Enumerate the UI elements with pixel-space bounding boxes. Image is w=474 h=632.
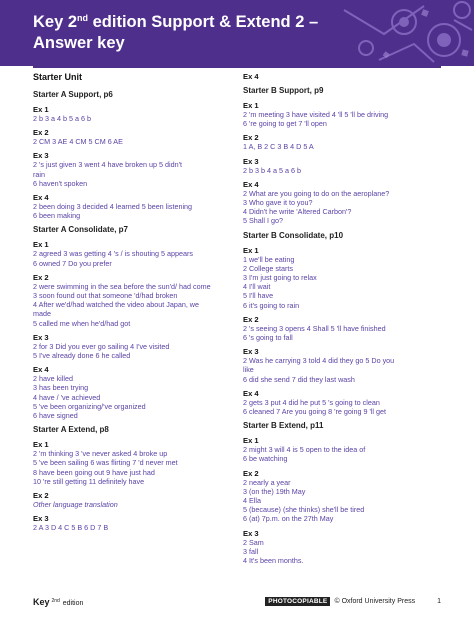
exercise-label: Ex 3 <box>33 151 49 161</box>
exercise-label: Ex 4 <box>243 72 259 81</box>
answer-line: 8 have been going out 9 have just had <box>33 467 155 477</box>
exercise-label: Ex 2 <box>243 133 259 143</box>
answer-line: 3 I'm just going to relax <box>243 273 317 283</box>
right-column <box>243 70 443 570</box>
answer-line: 6 's going to fall <box>243 333 293 343</box>
answer-line: 6 (at) 7p.m. on the 27th May <box>243 514 334 524</box>
exercise <box>243 101 443 128</box>
answer-line: 5 've been organizing/'ve organized <box>33 401 146 411</box>
exercise <box>243 347 443 384</box>
exercise <box>33 365 233 420</box>
answer-line: 3 Who gave it to you? <box>243 198 313 208</box>
answer-line: 6 haven't spoken <box>33 178 88 188</box>
answer-line: 4 Didn't he write 'Altered Carbon'? <box>243 207 352 217</box>
answer-line: 6 owned 7 Do you prefer <box>33 258 112 268</box>
subsection-title: Starter B Support, p9 <box>243 86 324 95</box>
exercise <box>243 315 443 342</box>
exercise-label: Ex 3 <box>243 528 259 538</box>
exercise-label: Ex 4 <box>243 388 259 398</box>
answer-line: 5 (because) (she thinks) she'll be tired <box>243 505 365 515</box>
answer-line: 6 're going to get 7 'll open <box>243 119 327 129</box>
exercise <box>33 151 233 188</box>
answer-line: 6 did she send 7 did they last wash <box>243 374 355 384</box>
exercise <box>33 105 233 123</box>
answer-line: 4 Ella <box>243 496 261 506</box>
footer <box>33 597 441 611</box>
answer-line: 6 cleaned 7 Are you going 8 're going 9 'll get <box>243 407 387 417</box>
exercise-label: Ex 4 <box>33 365 49 375</box>
answer-line: 3 fall <box>243 546 259 556</box>
exercise <box>243 436 443 463</box>
answer-line: 2 b 3 b 4 a 5 a 6 b <box>243 165 301 175</box>
header-rule <box>33 66 441 68</box>
photocopiable-badge: PHOTOCOPIABLE <box>265 597 330 606</box>
answer-line: 2 A 3 D 4 C 5 B 6 D 7 B <box>33 523 109 533</box>
exercise-label: Ex 2 <box>243 468 259 478</box>
exercise <box>33 193 233 220</box>
answer-line: 10 're still getting 11 definitely have <box>33 476 145 486</box>
exercise <box>33 514 233 532</box>
answer-line: 2 What are you going to do on the aeroplane? <box>243 188 390 198</box>
exercise-label: Ex 4 <box>33 193 49 203</box>
answer-line: 2 might 3 will 4 is 5 open to the idea of <box>243 445 366 455</box>
answer-line: 5 I'll have <box>243 291 274 301</box>
answer-line: 1 A, B 2 C 3 B 4 D 5 A <box>243 142 314 152</box>
exercise <box>33 440 233 486</box>
subsection-title: Starter A Consolidate, p7 <box>33 225 128 235</box>
answer-line: 2 gets 3 put 4 did he put 5 's going to clean <box>243 397 380 407</box>
exercise-label: Ex 4 <box>243 179 259 189</box>
answer-line: 3 (on the) 19th May <box>243 486 306 496</box>
answer-line: 1 we'll be eating <box>243 254 295 264</box>
exercise <box>33 333 233 360</box>
exercise <box>33 240 233 267</box>
exercise <box>243 469 443 524</box>
answer-line: 6 have signed <box>33 411 78 421</box>
page-title <box>33 8 318 54</box>
answer-line: 5 I've already done 6 he called <box>33 351 131 361</box>
exercise-label: Ex 2 <box>33 128 49 138</box>
exercise-label: Ex 1 <box>243 101 259 110</box>
exercise-label: Ex 2 <box>243 314 259 324</box>
left-column <box>33 70 233 537</box>
exercise-label: Ex 1 <box>33 105 49 114</box>
exercise-label: Ex 3 <box>33 332 49 342</box>
footer-key-label: Key <box>33 597 50 607</box>
answer-line: 6 been making <box>33 211 81 221</box>
answer-line: 2 'm thinking 3 've never asked 4 broke up <box>33 449 168 459</box>
answer-line: 2 have killed <box>33 374 73 384</box>
answer-line: 2 been doing 3 decided 4 learned 5 been listening <box>33 202 193 212</box>
header-banner <box>0 0 474 66</box>
decorative-gears-illustration <box>284 0 474 66</box>
answer-line: 2 Sam <box>243 537 264 547</box>
exercise-label: Ex 1 <box>243 245 259 255</box>
exercise <box>243 389 443 416</box>
answer-line: 2 College starts <box>243 263 293 273</box>
footer-right <box>265 597 441 606</box>
footer-edition <box>33 597 83 607</box>
answer-line: 4 After we'd/had watched the video about Japan, we <box>33 300 199 310</box>
exercise <box>243 529 443 566</box>
answer-line: 2 for 3 Did you ever go sailing 4 I've visited <box>33 341 170 351</box>
answer-line: 6 it's going to rain <box>243 300 300 310</box>
answer-line: 2 CM 3 AE 4 CM 5 CM 6 AE <box>33 137 123 147</box>
exercise <box>243 72 443 81</box>
answer-line: 2 b 3 a 4 b 5 a 6 b <box>33 114 91 123</box>
exercise-label: Ex 2 <box>33 272 49 282</box>
section-title: Starter Unit <box>33 72 83 82</box>
exercise-label: Ex 3 <box>243 156 259 166</box>
footer-sup: 2nd <box>51 598 60 604</box>
answer-line: 2 agreed 3 was getting 4 's / is shouting 5 appears <box>33 249 193 259</box>
title-line-2: Answer key <box>33 34 125 52</box>
answer-line: 3 soon found out that someone 'd/had broken <box>33 291 178 301</box>
exercise <box>33 128 233 146</box>
exercise <box>243 133 443 151</box>
answer-line: 4 have / 've achieved <box>33 392 101 402</box>
answer-line: 2 nearly a year <box>243 477 291 487</box>
answer-line: 2 were swimming in the sea before the sun'd/ had come <box>33 281 211 291</box>
exercise <box>243 157 443 175</box>
answer-line: rain <box>33 169 45 179</box>
answer-line: 4 I'll wait <box>243 282 271 292</box>
copyright-notice: © Oxford University Press <box>334 598 416 605</box>
footer-edition-label: edition <box>62 600 84 607</box>
title-line-1: Key 2nd edition Support & Extend 2 – <box>33 13 319 31</box>
answer-line: 2 'm meeting 3 have visited 4 'll 5 'll be driving <box>243 110 389 119</box>
exercise-label: Ex 3 <box>243 347 259 357</box>
subsection-title: Starter A Extend, p8 <box>33 425 109 435</box>
exercise-label: Ex 2 <box>33 491 49 501</box>
answer-line: 5 've been sailing 6 was flirting 7 'd never met <box>33 458 178 468</box>
answer-line: 2 Was he carrying 3 told 4 did they go 5 Do you <box>243 356 395 366</box>
subsection-title: Starter B Extend, p11 <box>243 421 324 431</box>
exercise-label: Ex 1 <box>243 436 259 446</box>
exercise <box>33 273 233 328</box>
exercise-label: Ex 1 <box>33 440 49 450</box>
exercise <box>243 180 443 226</box>
subsection-title: Starter A Support, p6 <box>33 90 113 99</box>
exercise-label: Ex 1 <box>33 240 49 250</box>
answer-line: 3 has been trying <box>33 383 89 393</box>
answer-line: like <box>243 365 254 375</box>
subsection-title: Starter B Consolidate, p10 <box>243 230 344 240</box>
answer-line: 5 called me when he'd/had got <box>33 318 131 328</box>
answer-line: 4 It's been months. <box>243 556 304 566</box>
answer-line: Other language translation <box>33 500 118 510</box>
exercise <box>243 246 443 310</box>
answer-line: 2 's just given 3 went 4 have broken up 5 didn't <box>33 160 182 170</box>
answer-line: 6 be watching <box>243 454 288 464</box>
answer-line: made <box>33 309 51 319</box>
answer-line: 5 Shall I go? <box>243 216 283 226</box>
page-number: 1 <box>437 598 441 605</box>
exercise-label: Ex 3 <box>33 514 49 524</box>
exercise <box>33 491 233 509</box>
answer-line: 2 's seeing 3 opens 4 Shall 5 'll have finished <box>243 323 386 333</box>
